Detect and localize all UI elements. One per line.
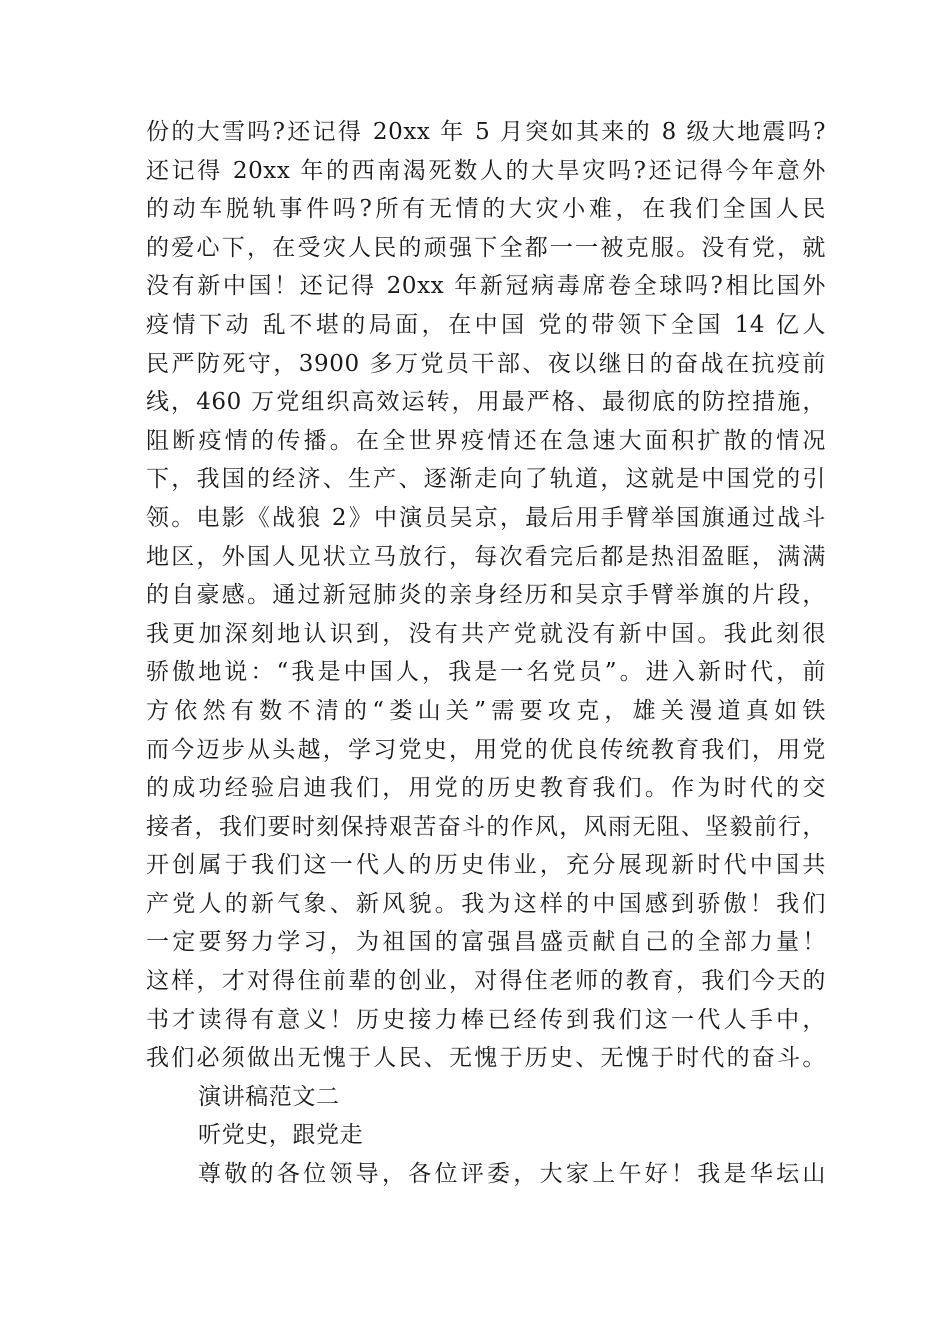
paragraph-line: 疫情下动 乱不堪的局面，在中国 党的带领下全国 14 亿人: [146, 311, 826, 338]
paragraph-line: 的动车脱轨事件吗?所有无情的大灾小难，在我们全国人民: [146, 196, 826, 223]
paragraph-line: 还记得 20xx 年的西南渴死数人的大旱灾吗?还记得今年意外: [146, 157, 826, 184]
paragraph-line: 没有新中国！还记得 20xx 年新冠病毒席卷全球吗?相比国外: [146, 273, 826, 300]
paragraph-line: 阻断疫情的传播。在全世界疫情还在急速大面积扩散的情况: [146, 427, 826, 454]
paragraph-line: 的成功经验启迪我们，用党的历史教育我们。作为时代的交: [146, 775, 826, 802]
paragraph-line: 而今迈步从头越，学习党史，用党的优良传统教育我们，用党: [146, 736, 826, 763]
paragraph-line: 方依然有数不清的“娄山关”需要攻克，雄关漫道真如铁: [146, 697, 826, 724]
paragraph-line: 一定要努力学习，为祖国的富强昌盛贡献自己的全部力量！: [146, 929, 826, 956]
paragraph-line: 份的大雪吗?还记得 20xx 年 5 月突如其来的 8 级大地震吗?: [146, 119, 826, 145]
body-text: [146, 113, 826, 1194]
paragraph-line: 我们必须做出无愧于人民、无愧于历史、无愧于时代的奋斗。: [146, 1045, 826, 1072]
opening-line: 尊敬的各位领导，各位评委，大家上午好！我是华坛山: [198, 1161, 826, 1188]
paragraph-line: 这样，才对得住前辈的创业，对得住老师的教育，我们今天的: [146, 968, 826, 995]
paragraph-line: 下，我国的经济、生产、逐渐走向了轨道，这就是中国党的引: [146, 466, 826, 493]
paragraph-line: 我更加深刻地认识到，没有共产党就没有新中国。我此刻很: [146, 620, 826, 647]
paragraph-line: 接者，我们要时刻保持艰苦奋斗的作风，风雨无阻、坚毅前行，: [146, 813, 826, 840]
paragraph-line: 领。电影《战狼 2》中演员吴京，最后用手臂举国旗通过战斗: [146, 504, 826, 531]
paragraph-line: 地区，外国人见状立马放行，每次看完后都是热泪盈眶，满满: [146, 543, 826, 570]
paragraph-line: 产党人的新气象、新风貌。我为这样的中国感到骄傲！我们: [146, 890, 826, 917]
paragraph-line: 书才读得有意义！历史接力棒已经传到我们这一代人手中，: [146, 1006, 826, 1033]
paragraph-line: 开创属于我们这一代人的历史伟业，充分展现新时代中国共: [146, 852, 826, 879]
paragraph-line: 的爱心下，在受灾人民的顽强下全都一一被克服。没有党，就: [146, 234, 826, 261]
paragraph-line: 的自豪感。通过新冠肺炎的亲身经历和吴京手臂举旗的片段，: [146, 582, 826, 609]
paragraph-line: 骄傲地说：“我是中国人，我是一名党员”。进入新时代，前: [146, 659, 826, 686]
section-heading: 演讲稿范文二: [198, 1083, 340, 1110]
paragraph-line: 线，460 万党组织高效运转，用最严格、最彻底的防控措施，: [146, 389, 826, 416]
speech-title: 听党史，跟党走: [198, 1122, 364, 1149]
paragraph-line: 民严防死守，3900 多万党员干部、夜以继日的奋战在抗疫前: [146, 350, 826, 377]
